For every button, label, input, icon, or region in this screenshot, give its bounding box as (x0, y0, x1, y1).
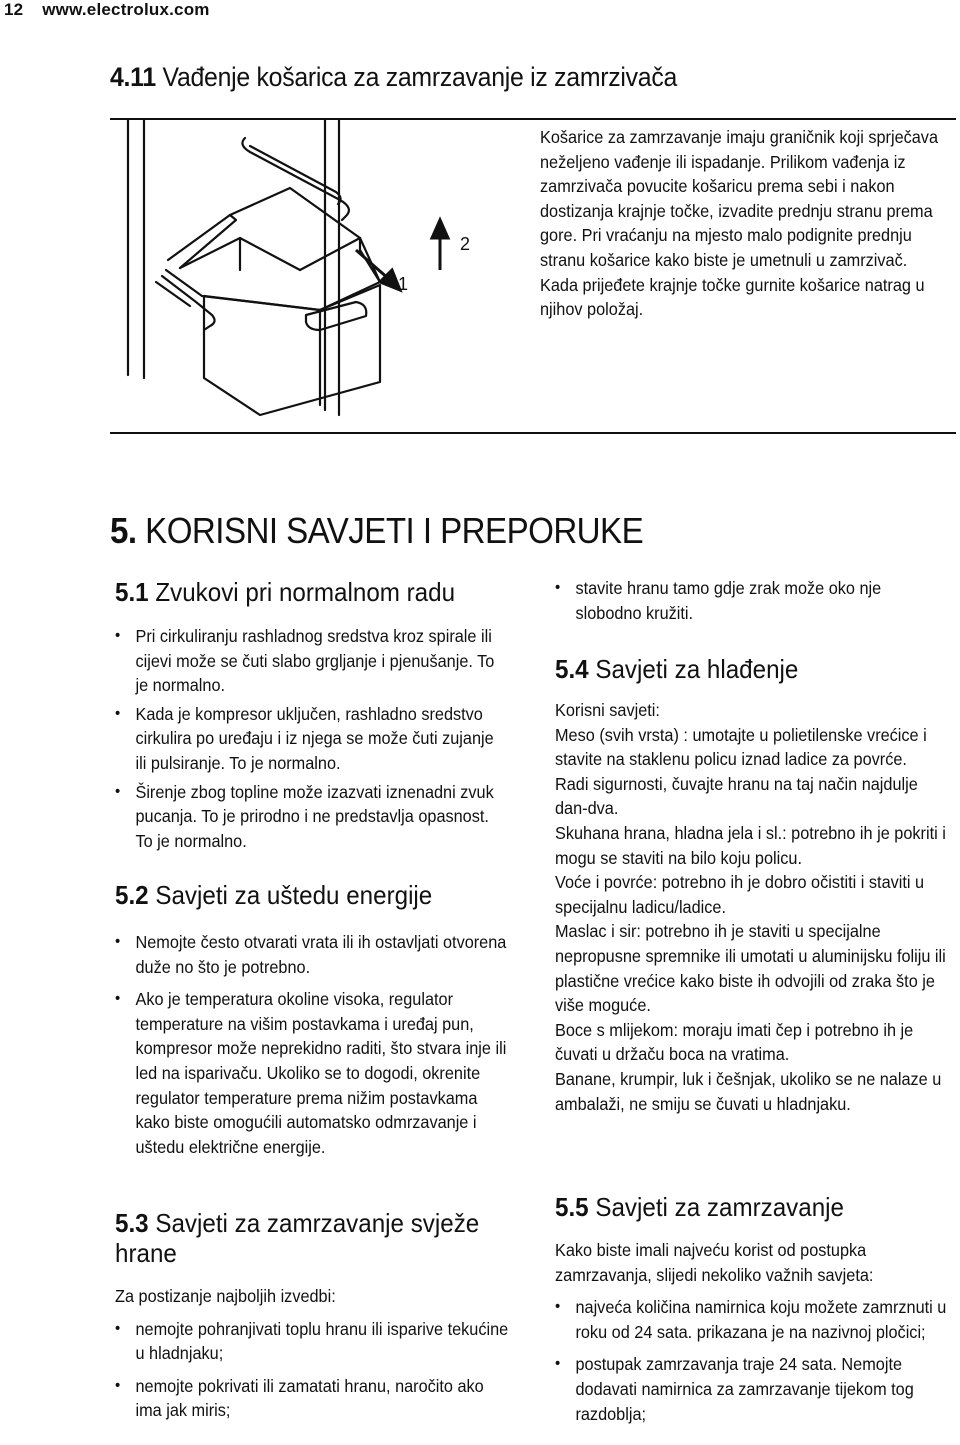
basket-illustration (110, 120, 540, 420)
list-item: • Kada je kompresor uključen, rashladno sredstvo cirkulira po uređaju i iz njega se može čuti zujanje ili pulsiranje. To je normalno. (115, 702, 508, 776)
tip-line: Boce s mlijekom: moraju imati čep i potrebno ih je čuvati u držaču boca na vratima. (555, 1019, 914, 1065)
list-item: • stavite hranu tamo gdje zrak može oko nje slobodno kružiti. (555, 576, 948, 625)
tip-line: Korisni savjeti: (555, 700, 660, 720)
section-5-5-body (555, 1238, 948, 1426)
page-number: 12 (4, 0, 24, 19)
website-link[interactable]: www.electrolux.com (42, 0, 210, 19)
section-4-11-text (540, 125, 949, 322)
chapter-number: 5. (110, 510, 137, 551)
tip-line: Voće i povrće: potrebno ih je dobro očistiti i staviti u specijalnu ladicu/ladice. (555, 872, 925, 917)
section-title-text: Vađenje košarica za zamrzavanje iz zamrzivača (162, 62, 678, 92)
section-5-3-intro: Za postizanje najboljih izvedbi: (115, 1286, 336, 1306)
section-5-3-body (115, 1284, 508, 1423)
list-item: • Nemojte često otvarati vrata ili ih ostavljati otvorena duže no što je potrebno. (115, 930, 508, 979)
section-title-5-4: 5.4 Savjeti za hlađenje (555, 654, 799, 684)
section-5-1-list (115, 624, 508, 853)
section-title-4-11 (110, 62, 677, 93)
callout-1: 1 (398, 274, 409, 294)
list-item: • Ako je temperatura okoline visoka, regulator temperature na višim postavkama i uređaj pun, kompresor može neprekidno raditi, što stvara inje ili led na isparivaču. Ukoliko se to dogodi, okrenite regulator temperature prema nižim postavkama kako biste omogućili automatsko odmrzavanje i uštedu električne energije. (115, 987, 508, 1159)
section-title-5-2: 5.2 Savjeti za uštedu energije (115, 880, 433, 910)
freezer-basket-drawing (110, 120, 540, 420)
list-item: • Širenje zbog topline može izazvati iznenadni zvuk pucanja. To je prirodno i ne predstavlja opasnost. To je normalno. (115, 780, 508, 854)
section-number: 4.11 (110, 62, 156, 92)
tip-line: Skuhana hrana, hladna jela i sl.: potrebno ih je pokriti i mogu se staviti na bilo koju policu. (555, 822, 946, 868)
section-5-3-continued (555, 576, 948, 625)
section-title-5-5: 5.5 Savjeti za zamrzavanje (555, 1192, 844, 1222)
section-5-5-intro: Kako biste imali najveću korist od postupka zamrzavanja, slijedi nekoliko važnih savjeta: (555, 1240, 874, 1285)
chapter-title-text: KORISNI SAVJETI I PREPORUKE (145, 510, 644, 551)
list-item: • najveća količina namirnica koju možete zamrznuti u roku od 24 sata. prikazana je na nazivnoj pločici; (555, 1295, 948, 1344)
tip-line: Banane, krumpir, luk i češnjak, ukoliko se ne nalaze u ambalaži, ne smiju se čuvati u hladnjaku. (555, 1068, 942, 1114)
section-4-11-paragraph: Košarice za zamrzavanje imaju graničnik koji sprječava neželjeno vađenje ili ispadanje. Prilikom vađenja iz zamrzivača povucite košaricu prema sebi i nakon dostizanja krajnje točke, izvadite prednju stranu prema gore. Pri vraćanju na mjesto malo podignite prednju stranu košarice kako biste je umetnuli u zamrzivač. Kada prijeđete krajnje točke gurnite košarice natrag u njihov položaj. (540, 127, 939, 320)
section-title-5-1: 5.1 Zvukovi pri normalnom radu (115, 577, 456, 607)
list-item: • nemojte pokrivati ili zamatati hranu, naročito ako ima jak miris; (115, 1374, 508, 1423)
tip-line: Radi sigurnosti, čuvajte hranu na taj način najdulje dan-dva. (555, 773, 918, 819)
callout-2: 2 (460, 234, 471, 254)
section-5-2-list (115, 930, 508, 1159)
bottom-divider (110, 432, 956, 434)
tip-line: Meso (svih vrsta) : umotajte u polietilenske vrećice i stavite na staklenu policu iznad ladice za povrće. (555, 724, 927, 770)
list-item: • Pri cirkuliranju rashladnog sredstva kroz spirale ili cijevi može se čuti slabo grgljanje i pjenušanje. To je normalno. (115, 624, 508, 698)
section-title-5-3: 5.3 Savjeti za zamrzavanje svježe hrane (115, 1208, 480, 1268)
tip-line: Maslac i sir: potrebno ih je staviti u specijalne nepropusne spremnike ili umotati u aluminijsku foliju ili plastične vrećice kako biste ih odvojili od zraka što je više moguće. (555, 921, 946, 1016)
section-5-4-body (555, 698, 948, 1116)
chapter-title (110, 510, 643, 552)
list-item: • postupak zamrzavanja traje 24 sata. Nemojte dodavati namirnica za zamrzavanje tijekom tog razdoblja; (555, 1352, 948, 1426)
list-item: • nemojte pohranjivati toplu hranu ili isparive tekućine u hladnjaku; (115, 1317, 508, 1366)
page-header (4, 0, 210, 20)
